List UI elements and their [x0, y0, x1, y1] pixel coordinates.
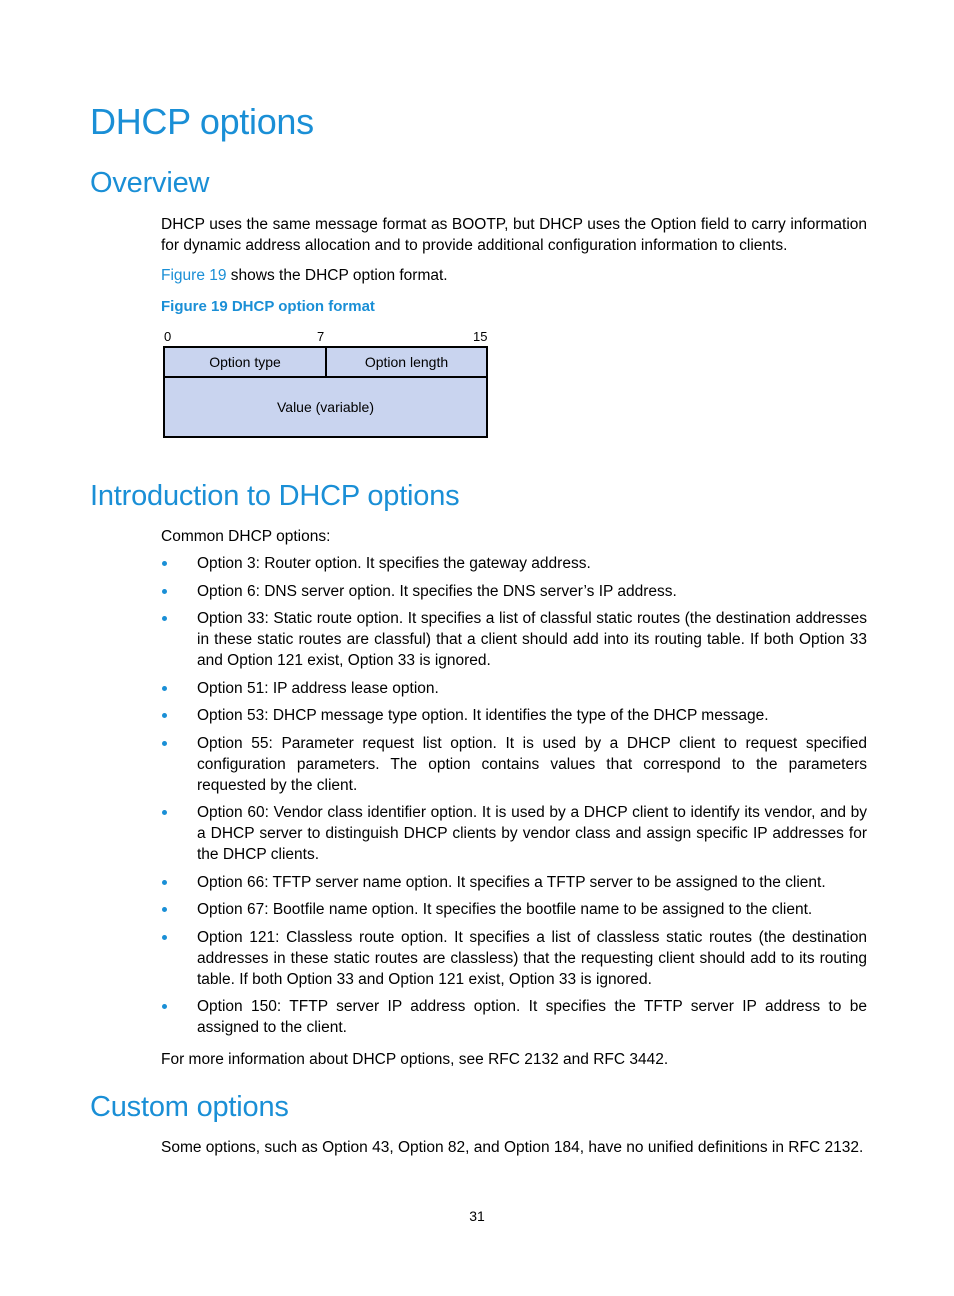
- list-item-text: Option 67: Bootfile name option. It specifies the bootfile name to be assigned to the client.: [197, 901, 813, 918]
- bit-label-15: 15: [473, 329, 488, 344]
- figure-reference-text: shows the DHCP option format.: [226, 267, 448, 284]
- list-item-text: Option 121: Classless route option. It specifies a list of classless static routes (the destination addresses in these static routes are classless) that the requesting client should add to its routing table. If both Option 33 and Option 121 exist, Option 33 is ignored.: [197, 928, 867, 988]
- list-item: [161, 553, 867, 574]
- bullet-icon: [162, 589, 167, 594]
- overview-paragraph: DHCP uses the same message format as BOOTP, but DHCP uses the Option field to carry information for dynamic address allocation and to provide additional configuration information to clients.: [161, 216, 867, 254]
- bit-label-0: 0: [164, 329, 172, 344]
- list-item-text: Option 53: DHCP message type option. It identifies the type of the DHCP message.: [197, 707, 769, 724]
- figure-reference: [161, 265, 867, 286]
- bullet-icon: [162, 686, 167, 691]
- option-type-field: Option type: [163, 346, 327, 378]
- list-item-text: Option 66: TFTP server name option. It specifies a TFTP server to be assigned to the client.: [197, 873, 826, 891]
- option-length-field: Option length: [325, 346, 488, 378]
- bit-label-7: 7: [317, 329, 325, 344]
- page-title: DHCP options: [90, 101, 314, 142]
- figure-19-link[interactable]: Figure 19: [161, 267, 227, 284]
- bullet-icon: [162, 810, 167, 815]
- list-item-text: Option 3: Router option. It specifies the gateway address.: [197, 555, 591, 572]
- list-item: [161, 733, 867, 796]
- list-item: [161, 581, 867, 602]
- list-item-text: Option 60: Vendor class identifier option. It is used by a DHCP client to identify its vendor, and by a DHCP server to distinguish DHCP clients by vendor class and assign specific IP addresses for the DHCP clients.: [197, 804, 867, 863]
- list-item: [161, 705, 867, 726]
- page-number: 31: [469, 1208, 485, 1224]
- figure-caption: Figure 19 DHCP option format: [161, 298, 375, 315]
- custom-options-heading: Custom options: [90, 1091, 289, 1123]
- custom-options-paragraph: Some options, such as Option 43, Option 82, and Option 184, have no unified definitions in RFC 2132.: [161, 1139, 864, 1156]
- list-item-text: Option 33: Static route option. It specifies a list of classful static routes (the destination addresses in these static routes are classful) that a client should add into its routing table. If both Option 33 and Option 121 exist, Option 33 is ignored.: [197, 610, 867, 669]
- list-item: [161, 872, 867, 893]
- list-item-text: Option 6: DNS server option. It specifies the DNS server’s IP address.: [197, 582, 677, 600]
- list-item: [161, 996, 867, 1038]
- list-item: [161, 678, 867, 699]
- dhcp-options-list: [161, 553, 867, 1045]
- introduction-heading: Introduction to DHCP options: [90, 480, 460, 512]
- bullet-icon: [162, 880, 167, 885]
- list-item: [161, 802, 867, 865]
- bullet-icon: [162, 907, 167, 912]
- bullet-icon: [162, 616, 167, 621]
- bullet-icon: [162, 561, 167, 566]
- overview-heading: Overview: [90, 167, 210, 199]
- introduction-closing: For more information about DHCP options, see RFC 2132 and RFC 3442.: [161, 1051, 669, 1068]
- list-item-text: Option 51: IP address lease option.: [197, 679, 439, 697]
- list-item: [161, 927, 867, 990]
- dhcp-option-format-diagram: [160, 328, 500, 443]
- bullet-icon: [162, 1004, 167, 1009]
- list-item: [161, 899, 867, 920]
- bullet-icon: [162, 713, 167, 718]
- list-item-text: Option 55: Parameter request list option. It is used by a DHCP client to request specified configuration parameters. The option contains values that correspond to the parameters requested by the client.: [197, 734, 867, 794]
- bullet-icon: [162, 935, 167, 940]
- list-item: [161, 608, 867, 671]
- introduction-lead: Common DHCP options:: [161, 528, 331, 545]
- bullet-icon: [162, 741, 167, 746]
- list-item-text: Option 150: TFTP server IP address option. It specifies the TFTP server IP address to be assigned to the client.: [197, 998, 867, 1036]
- value-field: Value (variable): [163, 376, 488, 438]
